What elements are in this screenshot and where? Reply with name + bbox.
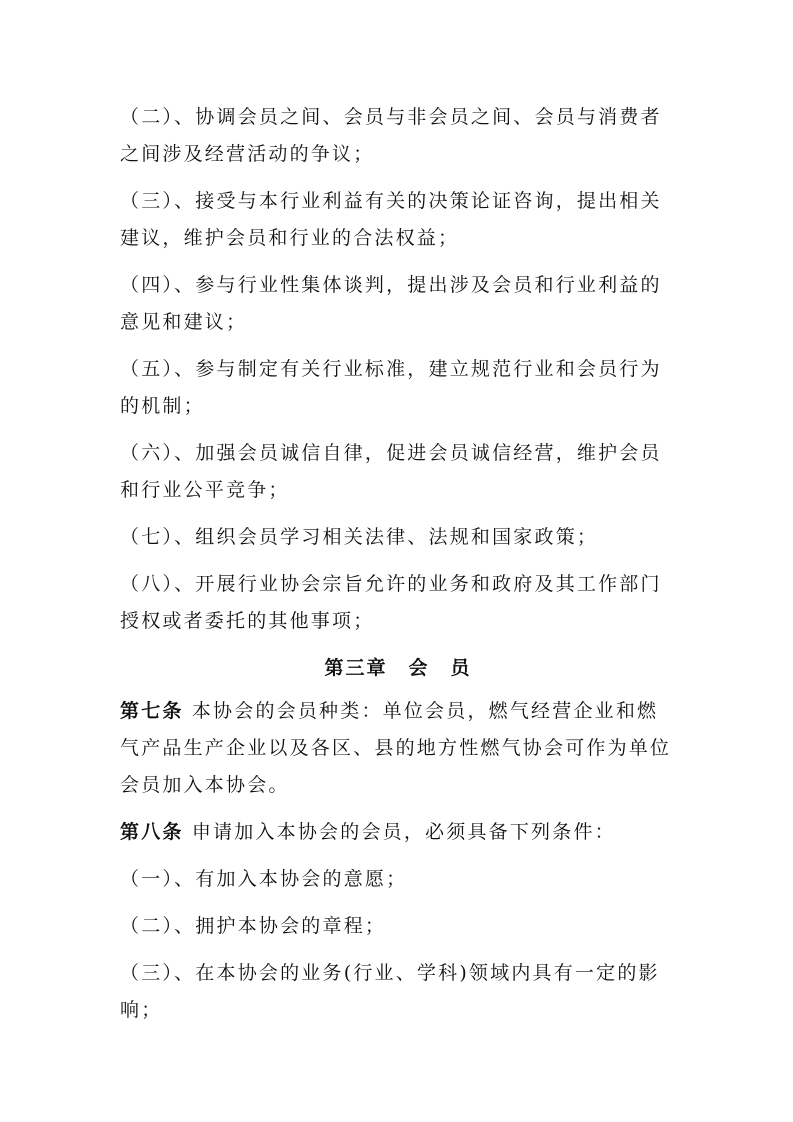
paragraph-item-2: （二）、协调会员之间、会员与非会员之间、会员与消费者之间涉及经营活动的争议； — [120, 106, 662, 165]
article-8-text: 申请加入本协会的会员，必须具备下列条件： — [183, 821, 616, 843]
condition-item-1: （一）、有加入本协会的意愿； — [120, 868, 408, 890]
paragraph-item-8: （八）、开展行业协会宗旨允许的业务和政府及其工作部门授权或者委托的其他事项； — [120, 573, 662, 632]
document-page — [120, 99, 676, 1039]
paragraph-item-3: （三）、接受与本行业利益有关的决策论证咨询，提出相关建议，维护会员和行业的合法权益； — [120, 190, 662, 249]
condition-item-2: （二）、拥护本协会的章程； — [120, 915, 387, 937]
article-7 — [120, 693, 676, 804]
article-7-label: 第七条 — [120, 700, 184, 722]
article-8-label: 第八条 — [120, 821, 184, 843]
paragraph-item-6: （六）、加强会员诚信自律，促进会员诚信经营，维护会员和行业公平竞争； — [120, 442, 662, 501]
paragraph-item-4: （四）、参与行业性集体谈判，提出涉及会员和行业利益的意见和建议； — [120, 274, 662, 333]
paragraph-item-7: （七）、组织会员学习相关法律、法规和国家政策； — [120, 526, 599, 548]
article-7-text: 本协会的会员种类：单位会员，燃气经营企业和燃气产品生产企业以及各区、县的地方性燃气协会可作为单位会员加入本协会。 — [120, 700, 672, 796]
article-8 — [120, 814, 676, 851]
paragraph-item-5: （五）、参与制定有关行业标准，建立规范行业和会员行为的机制； — [120, 358, 662, 417]
chapter-heading: 第三章 会 员 — [324, 657, 472, 679]
condition-item-3: （三）、在本协会的业务(行业、学科)领域内具有一定的影响； — [120, 962, 660, 1021]
